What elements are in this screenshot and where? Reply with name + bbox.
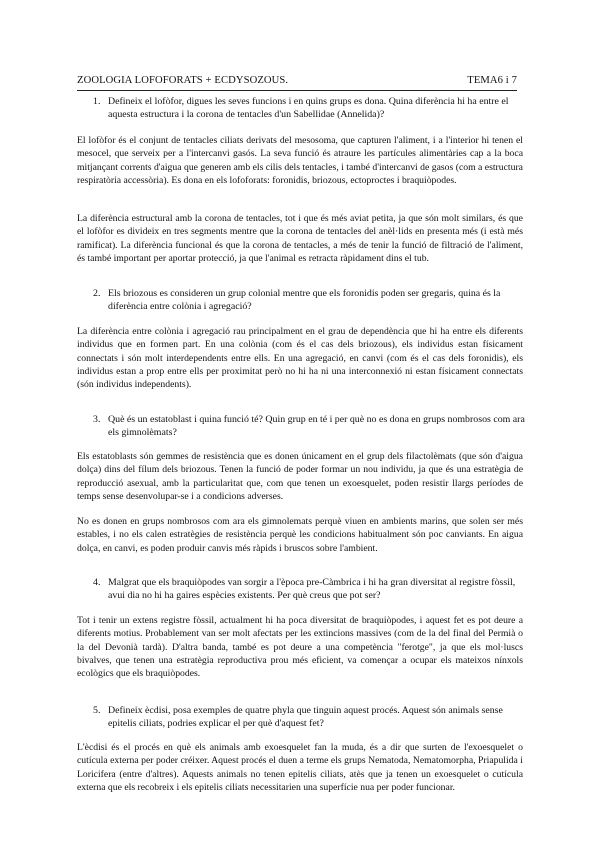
question-number: 3.: [93, 414, 101, 425]
question-text: Què és un estatoblast i quina funció té? Quin grup en té i per què no es dona en grups nombrosos com ara els gimnolèmats?: [108, 414, 525, 439]
question-3: [95, 413, 527, 439]
question-number: 5.: [93, 705, 101, 716]
question-5: [95, 704, 527, 730]
question-2: [95, 287, 527, 313]
question-text: Els briozous es consideren un grup colonial mentre que els foronidis poden ser gregaris, quina és la diferència entre colònia i agregació?: [108, 288, 501, 313]
question-text: Malgrat que els braquiòpodes van sorgir a l'època pre-Càmbrica i hi ha gran diversitat al registre fòssil, avui dia no hi ha gaires espècies existents. Per què creus que pot ser?: [108, 577, 516, 602]
question-number: 4.: [93, 577, 101, 588]
answer-4-paragraph-1: Tot i tenir un extens registre fòssil, actualment hi ha poca diversitat de braquiòpodes, i aquest fet es pot deure a diferents motius. Probablement van ser molt afectats per les extincions massives (com de la del final del Permià o la del Devonià tardà). D'altra banda, també es pot deure a una competència "ferotge", ja que els mol·luscs bivalves, que tenen una estratègia reproductiva prou més eficient, va començar a ocupar els mateixos nínxols ecològics que els braquiòpodes.: [77, 615, 523, 680]
answer-1-paragraph-2: La diferència estructural amb la corona de tentacles, tot i que és més aviat petita, ja que són molt similars, és que el lofòfor es divideix en tres segments mentre que la corona de tentacles del anèl·lids en presenta més (i està més ramificat). La diferència funcional és que la corona de tentacles, a més de tenir la funció de filtració de l'aliment, és també important per aportar protecció, ja que l'animal es retracta ràpidament dins el tub.: [77, 213, 523, 264]
answer-5-paragraph-1: L'ècdisi és el procés en què els animals amb exoesquelet fan la muda, és a dir que surten de l'exoesquelet o cutícula externa per poder créixer. Aquest procés el duen a terme els grups Nematoda, Nematomorpha, Priapulida i Loricifera (entre d'altres). Aquests animals no tenen epitelis ciliats, atès que ja tenen un exoesquelet o cutícula externa que els recobreix i els epitelis ciliats necessitarien una superfície nua per poder funcionar.: [77, 742, 523, 793]
answer-1-paragraph-1: El lofòfor és el conjunt de tentacles ciliats derivats del mesosoma, que capturen l'aliment, i a l'interior hi tenen el mesocel, que serveix per a l'intercanvi gasós. La seva funció és atraure les partícules alimentàries cap a la boca mitjançant corrents d'aigua que generen amb els cilis dels tentacles, i també d'intercanvi de gasos (com a estructura respiratòria accessòria). Es dona en els lofoforats: foronidis, briozous, ectoproctes i braquiòpodes.: [77, 135, 523, 186]
question-text: Defineix ècdisi, posa exemples de quatre phyla que tinguin aquest procés. Aquest són animals sense epitelis ciliats, podries explicar el per què d'aquest fet?: [108, 705, 503, 730]
answer-2-paragraph-1: La diferència entre colònia i agregació rau principalment en el grau de dependència que hi ha entre els diferents individus que en formen part. En una colònia (com és el cas dels briozous), els individus estan físicament connectats i són molt interdependents entre ells. En una agregació, en canvi (com és el cas dels foronidis), els individus estan a prop entre ells per proximitat però no hi ha ni una interconnexió ni estan físicament connectats (són individus independents).: [77, 326, 523, 391]
question-4: [95, 576, 527, 602]
question-1: [95, 95, 527, 121]
page-header: [77, 74, 517, 91]
question-text: Defineix el lofòfor, digues les seves funcions i en quins grups es dona. Quina diferència hi ha entre el aquesta estructura i la corona de tentacles d'un Sabellidae (Annelida)?: [108, 96, 509, 121]
answer-3-paragraph-2: No es donen en grups nombrosos com ara els gimnolemats perquè viuen en ambients marins, que solen ser més estables, i no els calen estratègies de resistència perquè les condicions habitualment són poc canviants. En aigua dolça, en canvi, es poden produir canvis més ràpids i bruscos sobre l'ambient.: [77, 516, 523, 554]
question-number: 1.: [93, 96, 101, 107]
header-topic: TEMA6 i 7: [467, 75, 517, 86]
header-title: ZOOLOGIA LOFOFORATS + ECDYSOZOUS.: [77, 75, 289, 86]
answer-3-paragraph-1: Els estatoblasts són gemmes de resistència que es donen únicament en el grup dels filactolèmats (que són d'aigua dolça) dins del fílum dels briozous. Tenen la funció de poder formar un nou individu, ja que és una estratègia de reproducció asexual, amb la particularitat que, com que tenen un exoesquelet, poden resistir llargs períodes de temps sense desenvolupar-se i a condicions adverses.: [77, 451, 523, 502]
question-number: 2.: [93, 288, 101, 299]
